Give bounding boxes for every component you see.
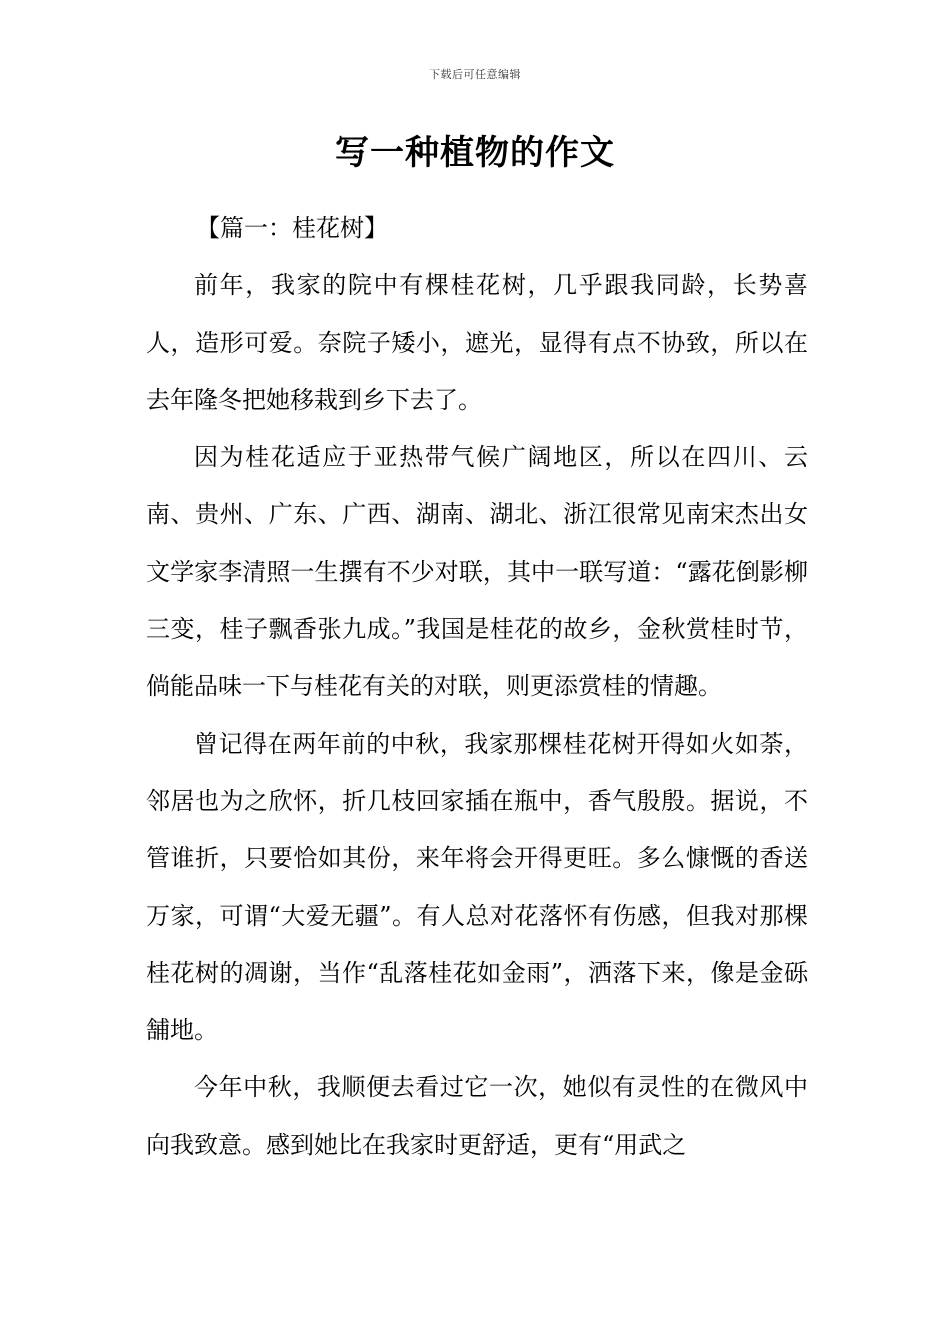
paragraph-2: 因为桂花适应于亚热带气候广阔地区，所以在四川、云南、贵州、广东、广西、湖南、湖北、浙江很常见南宋杰出女文学家李清照一生撰有不少对联，其中一联写道：“露花倒影柳三变，桂子飘香张九成。”我国是桂花的故乡，金秋赏桂时节，倘能品味一下与桂花有关的对联，则更添赏桂的情趣。	[146, 443, 808, 701]
page-title: 写一种植物的作文	[335, 133, 615, 173]
document-body	[146, 200, 808, 1174]
header-note: 下载后可任意编辑	[429, 68, 521, 81]
paragraph-1: 前年，我家的院中有棵桂花树，几乎跟我同龄，长势喜人，造形可爱。奈院子矮小，遮光，显得有点不协致，所以在去年隆冬把她移栽到乡下去了。	[146, 271, 808, 414]
paragraph-3: 曾记得在两年前的中秋，我家那棵桂花树开得如火如荼，邻居也为之欣怀，折几枝回家插在瓶中，香气殷殷。据说，不管谁折，只要恰如其份，来年将会开得更旺。多么慷慨的香送万家，可谓“大爱无疆”。有人总对花落怀有伤感，但我对那棵桂花树的凋谢，当作“乱落桂花如金雨”，洒落下来，像是金砾舗地。	[146, 729, 808, 1045]
paragraph-4: 今年中秋，我顺便去看过它一次，她似有灵性的在微风中向我致意。感到她比在我家时更舒适，更有“用武之	[146, 1073, 808, 1159]
section-heading: 【篇一：桂花树】	[196, 214, 388, 242]
